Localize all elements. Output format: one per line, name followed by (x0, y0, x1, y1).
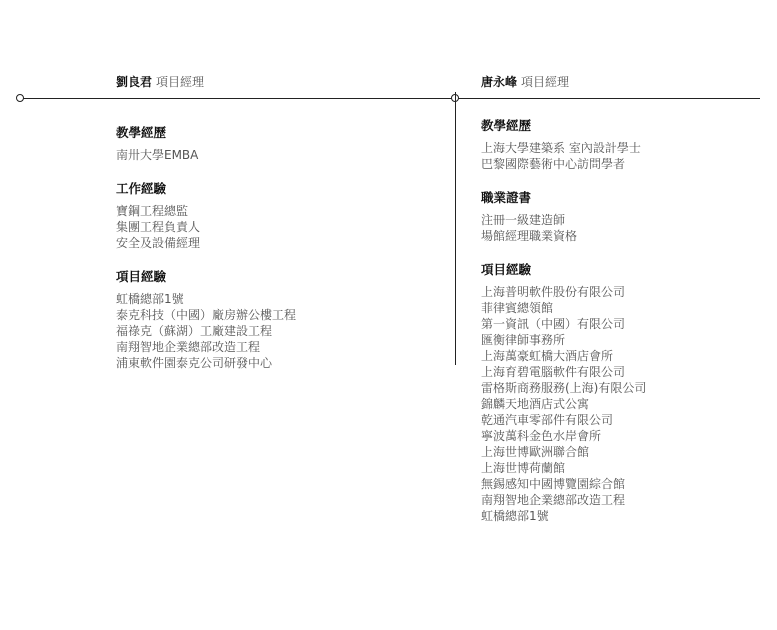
list-item: 錦麟天地酒店式公寓 (481, 397, 590, 411)
list-item: 上海世博歐洲聯合館 (481, 445, 590, 459)
profile-header (116, 73, 296, 90)
section-title: 項目經驗 (481, 262, 532, 277)
section-title: 項目經驗 (116, 269, 167, 284)
list-item: 上海育碧電腦軟件有限公司 (481, 365, 626, 379)
section-title: 教學經歷 (116, 125, 167, 140)
list-item: 虹橋總部1號 (116, 292, 184, 306)
list-item: 上海大學建築系 室內設計學士 (481, 141, 641, 155)
list-item: 福祿克（蘇湖）工廠建設工程 (116, 324, 273, 338)
profile-header (481, 73, 646, 90)
list-item: 南翔智地企業總部改造工程 (481, 493, 626, 507)
list-item: 巴黎國際藝術中心訪問學者 (481, 157, 626, 171)
list-item: 虹橋總部1號 (481, 509, 549, 523)
person-name: 唐永峰 (481, 75, 518, 89)
list-item: 安全及設備經理 (116, 236, 201, 250)
list-item: 寧波萬科金色水岸會所 (481, 429, 602, 443)
list-item: 上海萬豪虹橋大酒店會所 (481, 349, 614, 363)
list-item: 泰克科技（中國）廠房辦公樓工程 (116, 308, 297, 322)
list-item: 上海世博荷蘭館 (481, 461, 566, 475)
list-item: 集團工程負責人 (116, 220, 201, 234)
list-item: 南翔智地企業總部改造工程 (116, 340, 261, 354)
section-title: 工作經驗 (116, 181, 167, 196)
section-projects (116, 267, 296, 371)
profile-right (481, 73, 646, 540)
list-item: 雷格斯商務服務(上海)有限公司 (481, 381, 647, 395)
list-item: 菲律賓總領館 (481, 301, 554, 315)
list-item: 上海普明軟件股份有限公司 (481, 285, 626, 299)
section-education (481, 116, 646, 172)
list-item: 第一資訊（中國）有限公司 (481, 317, 626, 331)
list-item: 寶鋼工程總監 (116, 204, 189, 218)
person-role: 項目經理 (521, 75, 570, 89)
section-certificates (481, 188, 646, 244)
list-item: 無錫感知中國博覽園綜合館 (481, 477, 626, 491)
list-item: 南卅大學EMBA (116, 148, 199, 162)
list-item: 乾通汽車零部件有限公司 (481, 413, 614, 427)
profile-left (116, 73, 296, 387)
list-item: 浦東軟件園泰克公司研發中心 (116, 356, 273, 370)
section-projects (481, 260, 646, 524)
list-item: 注冊一級建造師 (481, 213, 566, 227)
person-role: 項目經理 (156, 75, 205, 89)
section-education (116, 123, 296, 163)
section-title: 職業證書 (481, 190, 532, 205)
section-work (116, 179, 296, 251)
list-item: 場館經理職業資格 (481, 229, 578, 243)
timeline-start-node-icon (16, 94, 24, 102)
column-divider (455, 92, 456, 365)
person-name: 劉良君 (116, 75, 153, 89)
section-title: 教學經歷 (481, 118, 532, 133)
list-item: 匯衡律師事務所 (481, 333, 566, 347)
